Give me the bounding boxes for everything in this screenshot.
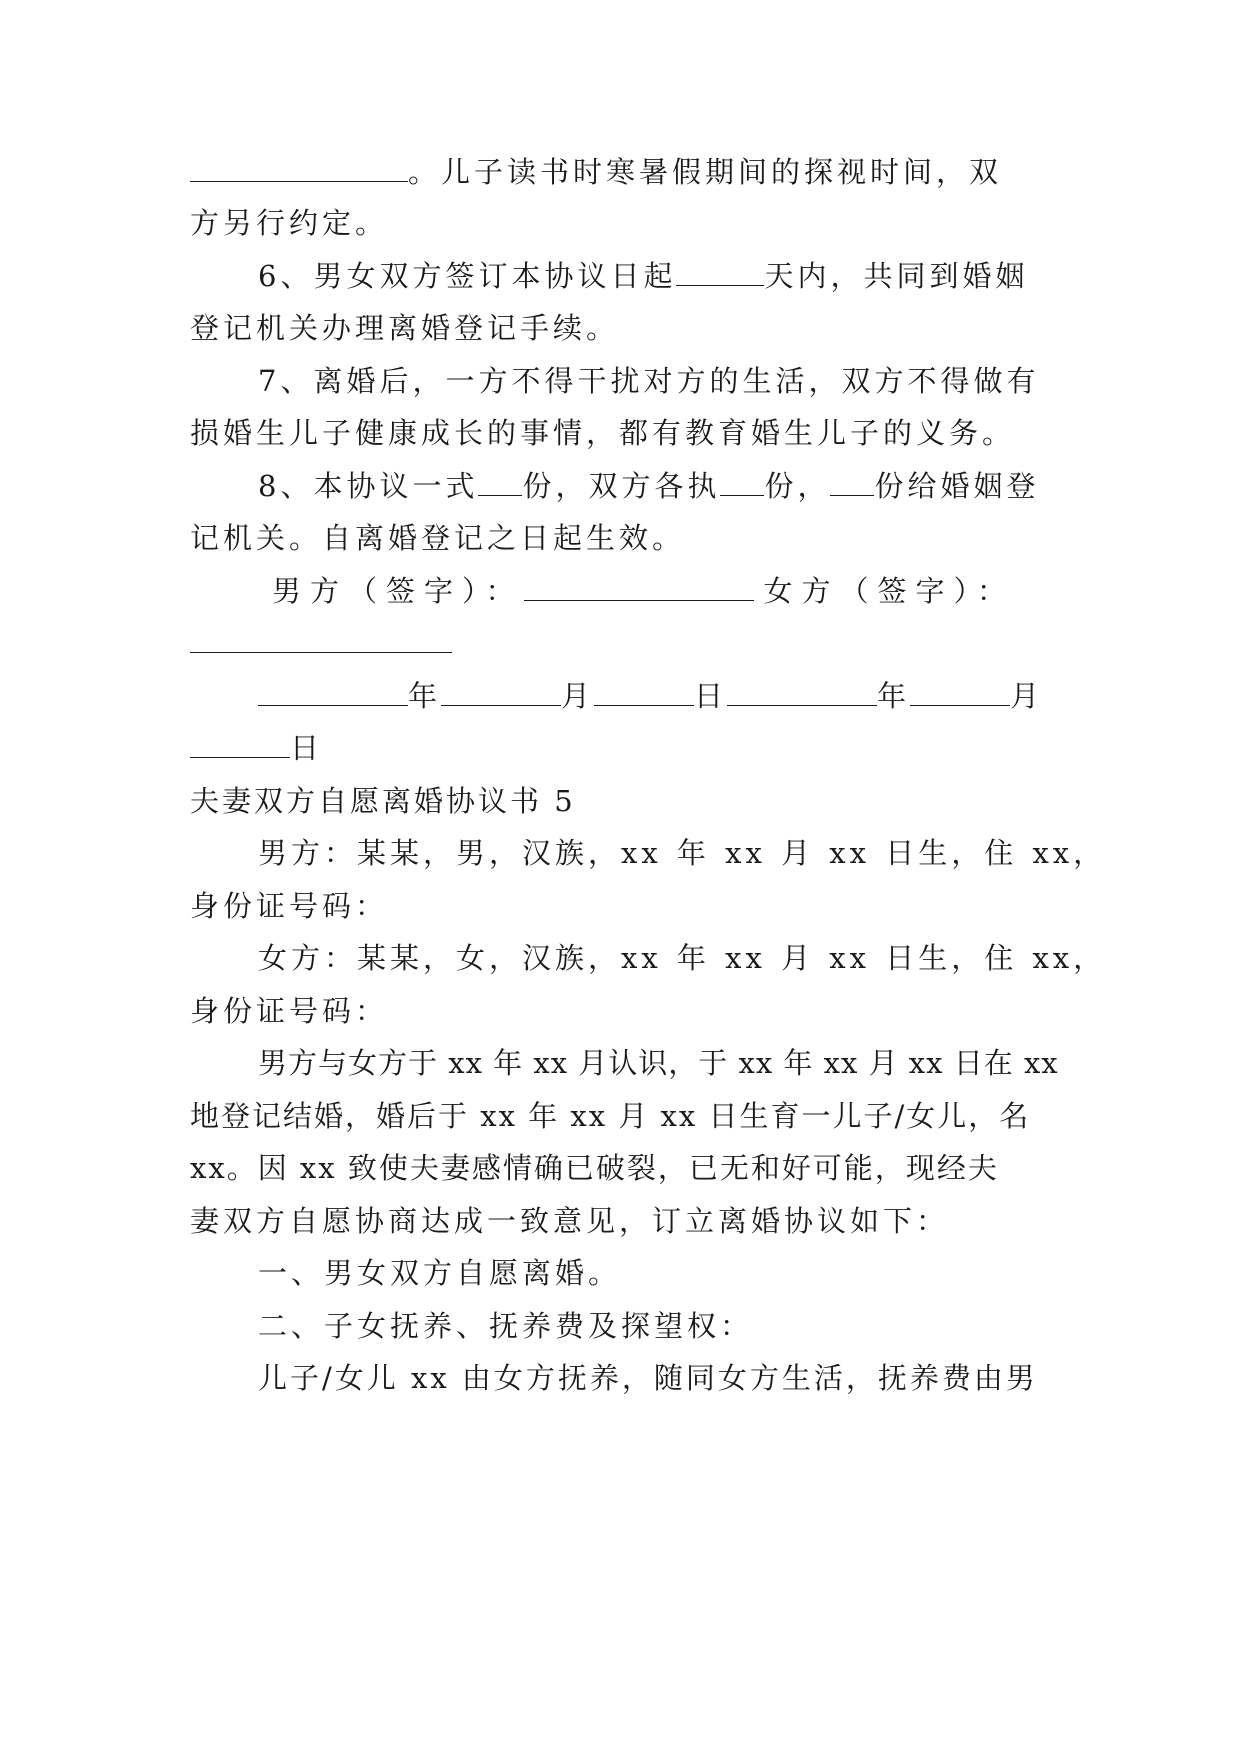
blank-field <box>524 574 754 601</box>
text-line: 儿子/女儿 xx 由女方抚养，随同女方生活，抚养费由男 <box>258 1361 1038 1395</box>
date-unit: 月 <box>561 679 595 713</box>
blank-field <box>190 626 452 653</box>
blank-field <box>441 679 561 706</box>
text-line: 妻双方自愿协商达成一致意见，订立离婚协议如下： <box>190 1204 950 1238</box>
date-line <box>258 676 1050 716</box>
blank-field <box>258 679 408 706</box>
blank-field <box>190 155 408 182</box>
blank-field <box>720 469 764 496</box>
blank-field <box>910 679 1010 706</box>
text-run: 份给婚姻登 <box>874 469 1040 503</box>
text-line: 身份证号码： <box>190 889 389 923</box>
text-line: 男方：某某，男，汉族，xx 年 xx 月 xx 日生，住 xx， <box>258 836 1107 870</box>
text-line: 登记机关办理离婚登记手续。 <box>190 311 620 345</box>
blank-field <box>190 731 290 758</box>
blank-field <box>478 469 522 496</box>
date-unit: 年 <box>877 679 911 713</box>
text-run: 。儿子读书时寒暑假期间的探视时间，双 <box>408 155 1003 189</box>
female-signature-label: 女方（签字）： <box>763 574 1016 608</box>
blank-field <box>676 259 764 286</box>
text-line: 7、离婚后，一方不得干扰对方的生活，双方不得做有 <box>258 364 1040 398</box>
text-line <box>258 256 1050 296</box>
date-unit: 日 <box>694 679 728 713</box>
text-run: 6、男女双方签订本协议日起 <box>258 259 677 293</box>
text-line: 记机关。自离婚登记之日起生效。 <box>190 521 686 555</box>
blank-field <box>830 469 874 496</box>
text-line: 损婚生儿子健康成长的事情，都有教育婚生儿子的义务。 <box>190 416 1016 450</box>
text-line: 二、子女抚养、抚养费及探望权： <box>258 1309 754 1343</box>
date-unit: 年 <box>408 679 442 713</box>
text-run: 天内，共同到婚姻 <box>764 259 1029 293</box>
date-unit: 日 <box>290 731 324 765</box>
text-run: 份， <box>764 469 831 503</box>
text-run: 8、本协议一式 <box>258 469 479 503</box>
text-line: 一、男女双方自愿离婚。 <box>258 1256 622 1290</box>
date-unit: 月 <box>1010 679 1044 713</box>
signature-line <box>272 571 1050 611</box>
text-line: 身份证号码： <box>190 994 389 1028</box>
male-signature-label: 男方（签字）： <box>272 574 524 608</box>
section-heading: 夫妻双方自愿离婚协议书 5 <box>190 784 576 818</box>
text-line: 方另行约定。 <box>190 206 389 240</box>
text-line: 地登记结婚，婚后于 xx 年 xx 月 xx 日生育一儿子/女儿，名 <box>190 1099 1031 1133</box>
date-line <box>190 728 1050 768</box>
text-line <box>190 152 1050 192</box>
text-line: 女方：某某，女，汉族，xx 年 xx 月 xx 日生，住 xx， <box>258 941 1107 975</box>
blank-field <box>727 679 877 706</box>
text-line <box>190 623 1050 663</box>
text-run: 份，双方各执 <box>522 469 721 503</box>
text-line: 男方与女方于 xx 年 xx 月认识，于 xx 年 xx 月 xx 日在 xx <box>258 1046 1059 1080</box>
text-line <box>258 466 1050 506</box>
blank-field <box>594 679 694 706</box>
text-line: xx。因 xx 致使夫妻感情确已破裂，已无和好可能，现经夫 <box>190 1151 999 1185</box>
